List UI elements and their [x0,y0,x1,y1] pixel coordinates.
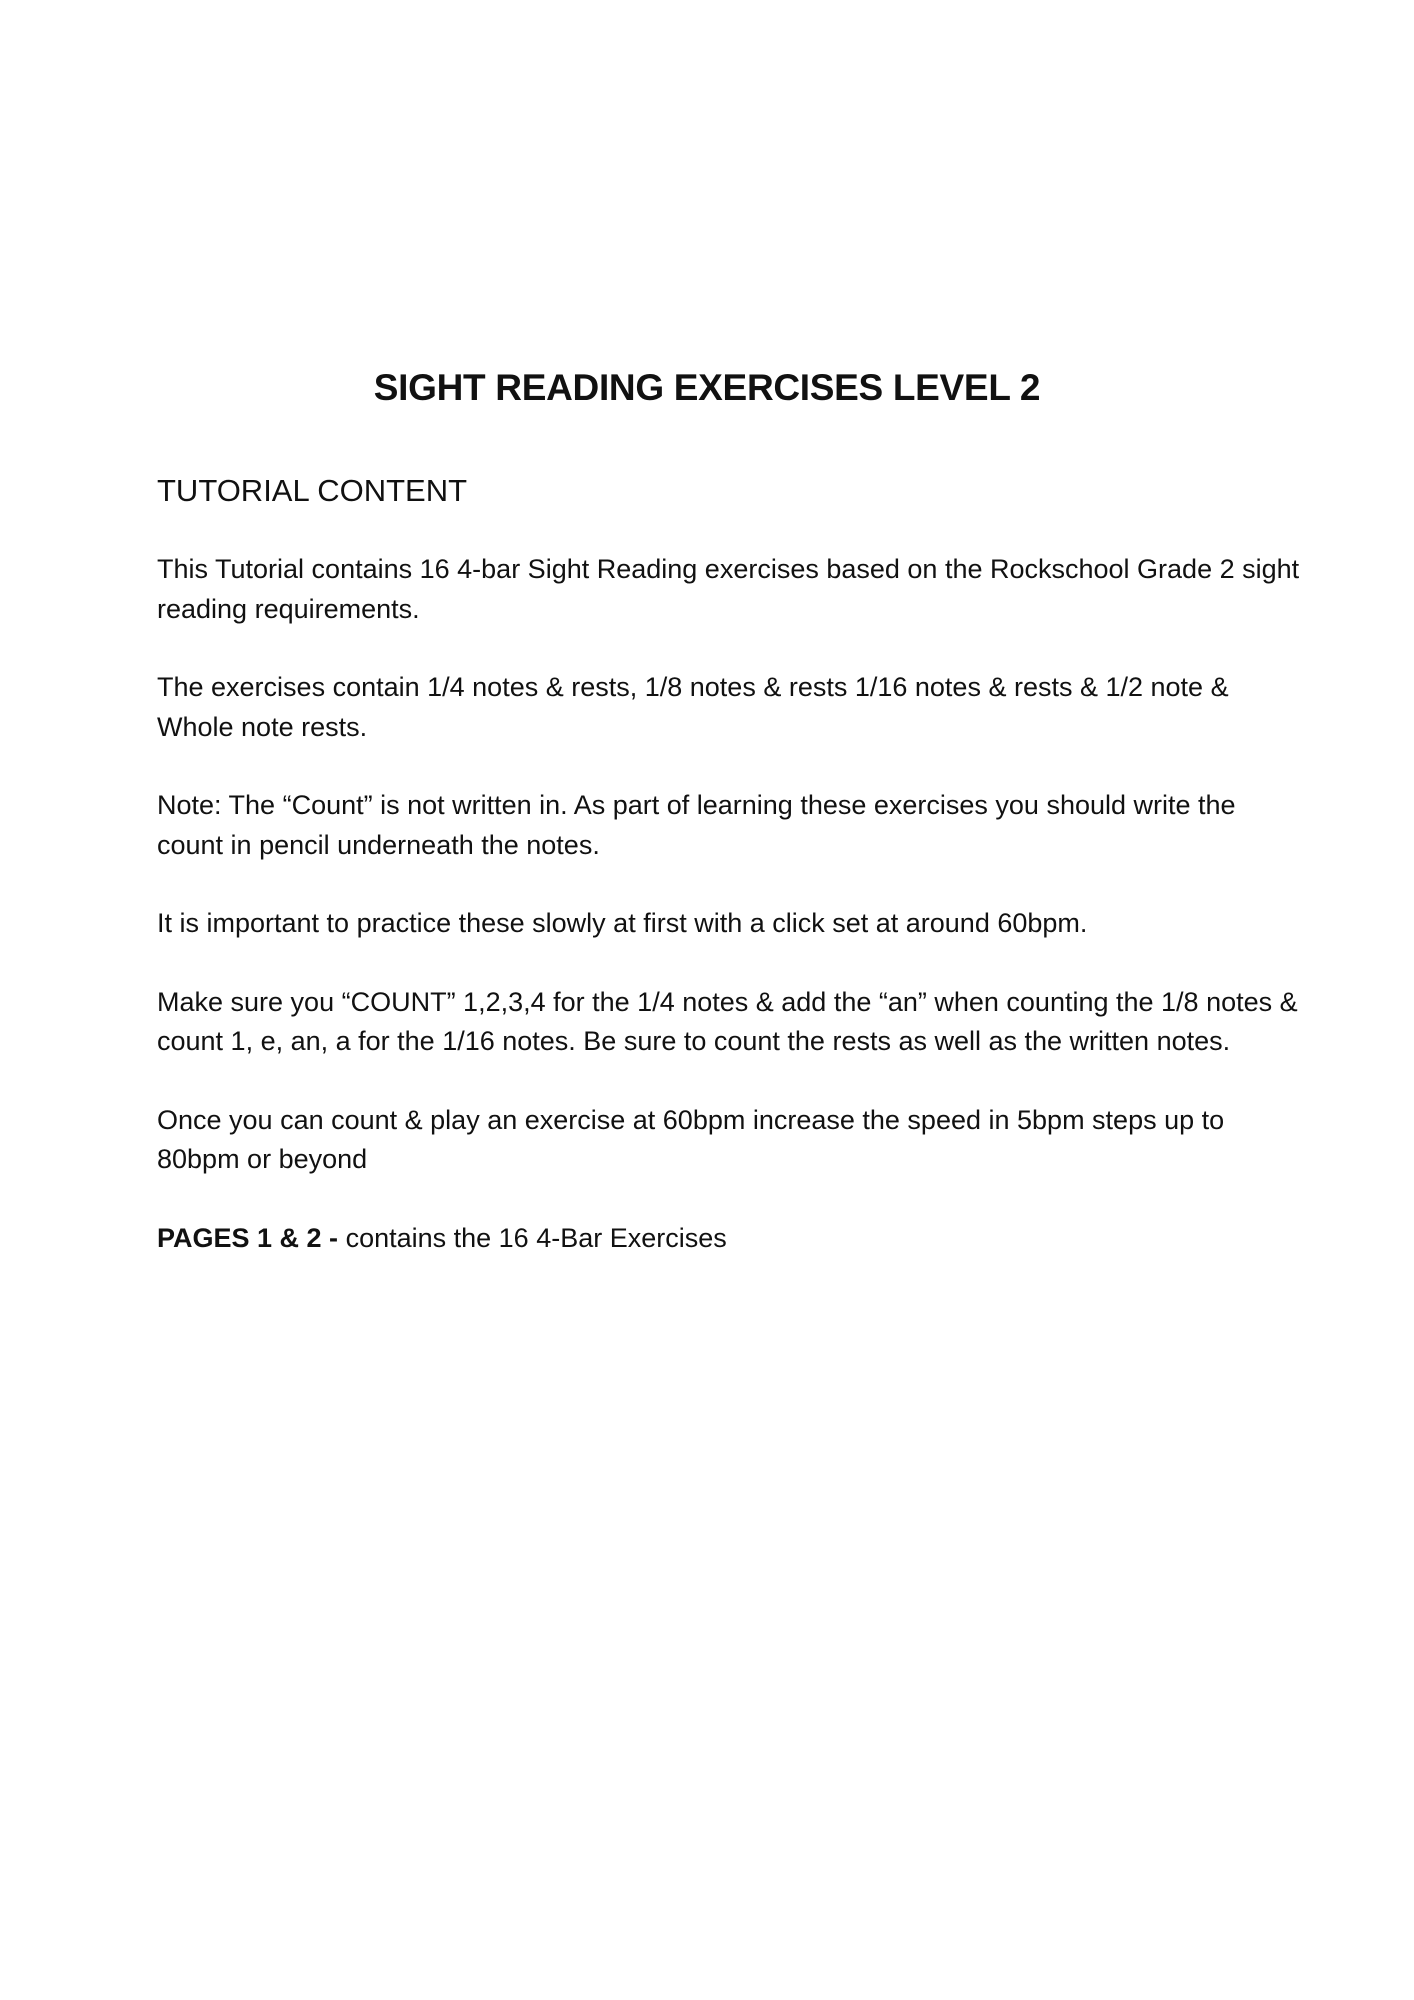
paragraph-count-note: Note: The “Count” is not written in. As part of learning these exercises you should write the count in pencil underneath the notes. [157,790,1236,860]
paragraph-speed-increase: Once you can count & play an exercise at 60bpm increase the speed in 5bpm steps up to 80bpm or beyond [157,1104,1225,1174]
section-heading: TUTORIAL CONTENT [157,473,468,508]
pages-note [157,1219,1307,1259]
document-body [157,470,1307,1297]
pages-note-label: PAGES 1 & 2 - [157,1222,339,1253]
pages-note-text: contains the 16 4-Bar Exercises [338,1222,727,1253]
paragraph-exercise-contents: The exercises contain 1/4 notes & rests, 1/8 notes & rests 1/16 notes & rests & 1/2 note & Whole note rests. [157,672,1229,742]
paragraph-counting-instructions: Make sure you “COUNT” 1,2,3,4 for the 1/4 notes & add the “an” when counting the 1/8 notes & count 1, e, an, a for the 1/16 notes. Be sure to count the rests as well as the written notes. [157,986,1298,1056]
paragraph-practice-tempo: It is important to practice these slowly at first with a click set at around 60bpm. [157,908,1088,938]
document-title: SIGHT READING EXERCISES LEVEL 2 [373,367,1041,408]
paragraph-tutorial-contents: This Tutorial contains 16 4-bar Sight Reading exercises based on the Rockschool Grade 2 sight reading requirements. [157,554,1300,624]
